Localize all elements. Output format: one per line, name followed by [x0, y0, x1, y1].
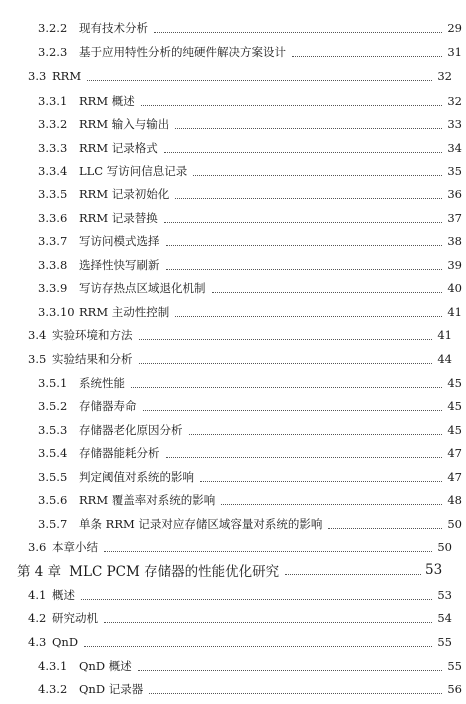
- page-number: 50: [447, 517, 462, 531]
- section-title: 研究动机: [52, 611, 98, 625]
- toc-entry: [0, 373, 466, 393]
- page-number: 35: [447, 164, 462, 178]
- section-title: 选择性快写刷新: [79, 258, 160, 272]
- dot-leader: [104, 622, 432, 623]
- dot-leader: [141, 105, 442, 106]
- section-title: RRM 输入与输出: [79, 117, 170, 131]
- page-number: 39: [447, 258, 462, 272]
- toc-entry: [0, 42, 466, 62]
- toc-entry: [0, 138, 466, 158]
- section-number: 3.3.8: [38, 258, 68, 272]
- toc-entry: [0, 184, 466, 204]
- section-title: RRM 概述: [79, 94, 135, 108]
- section-title: QnD 概述: [79, 659, 132, 673]
- page-number: 47: [447, 470, 462, 484]
- dot-leader: [131, 387, 442, 388]
- section-number: 3.5.2: [38, 399, 68, 413]
- dot-leader: [143, 410, 443, 411]
- section-title: RRM 覆盖率对系统的影响: [79, 493, 216, 507]
- dot-leader: [138, 670, 442, 671]
- page-number: 31: [447, 45, 462, 59]
- section-number: 3.4: [28, 328, 47, 342]
- dot-leader: [189, 434, 443, 435]
- section-title: 写访存热点区域退化机制: [79, 281, 206, 295]
- section-title: 现有技术分析: [79, 21, 148, 35]
- section-title: 概述: [52, 588, 75, 602]
- toc-entry: [0, 278, 466, 298]
- dot-leader: [328, 528, 442, 529]
- dot-leader: [164, 152, 442, 153]
- section-title: 实验环境和方法: [52, 328, 133, 342]
- section-title: RRM 记录替换: [79, 211, 158, 225]
- section-number: 3.5.6: [38, 493, 68, 507]
- section-number: 3.5: [28, 352, 47, 366]
- toc-entry: [0, 231, 466, 251]
- toc-entry: [0, 467, 466, 487]
- section-number: 4.3.1: [38, 659, 68, 673]
- dot-leader: [149, 693, 442, 694]
- toc-entry: [0, 255, 466, 275]
- page-number: 36: [447, 187, 462, 201]
- section-title: 基于应用特性分析的纯硬件解决方案设计: [79, 45, 286, 59]
- toc-entry: [0, 679, 466, 699]
- dot-leader: [285, 574, 421, 575]
- section-number: 3.2.2: [38, 21, 68, 35]
- section-number: 3.3.3: [38, 141, 68, 155]
- section-number: 3.3.7: [38, 234, 68, 248]
- chapter-title: MLC PCM 存储器的性能优化研究: [69, 564, 280, 580]
- dot-leader: [175, 316, 442, 317]
- section-title: RRM 记录格式: [79, 141, 158, 155]
- page-number: 55: [437, 635, 452, 649]
- section-title: QnD 记录器: [79, 682, 144, 696]
- toc-entry: [0, 420, 466, 440]
- dot-leader: [175, 198, 442, 199]
- section-title: 实验结果和分析: [52, 352, 133, 366]
- page-number: 37: [447, 211, 462, 225]
- page-number: 45: [447, 399, 462, 413]
- dot-leader: [139, 339, 433, 340]
- section-title: 判定阈值对系统的影响: [79, 470, 194, 484]
- section-number: 3.6: [28, 540, 47, 554]
- section-number: 3.5.7: [38, 517, 68, 531]
- page-number: 47: [447, 446, 462, 460]
- section-number: 4.3: [28, 635, 47, 649]
- section-title: 本章小结: [52, 540, 98, 554]
- section-title: LLC 写访问信息记录: [79, 164, 188, 178]
- toc-entry: [0, 443, 466, 463]
- page-number: 33: [447, 117, 462, 131]
- section-number: 4.2: [28, 611, 47, 625]
- section-number: 3.3.10: [38, 305, 75, 319]
- dot-leader: [193, 175, 442, 176]
- dot-leader: [81, 599, 432, 600]
- toc-entry: [0, 608, 466, 628]
- toc-entry: [0, 91, 466, 111]
- dot-leader: [166, 457, 443, 458]
- section-title: QnD: [52, 635, 79, 649]
- chapter-number: 第 4 章: [17, 564, 62, 580]
- page-number: 48: [447, 493, 462, 507]
- page-number: 45: [447, 376, 462, 390]
- page-number: 38: [447, 234, 462, 248]
- page-number: 32: [437, 69, 452, 83]
- section-title: 存储器老化原因分析: [79, 423, 183, 437]
- toc-entry: [0, 18, 466, 38]
- toc-entry: [0, 490, 466, 510]
- dot-leader: [166, 245, 443, 246]
- dot-leader: [87, 80, 432, 81]
- toc-entry: [0, 537, 466, 557]
- page-number: 54: [437, 611, 452, 625]
- section-number: 4.1: [28, 588, 47, 602]
- dot-leader: [175, 128, 442, 129]
- page-number: 45: [447, 423, 462, 437]
- section-title: 单条 RRM 记录对应存储区域容量对系统的影响: [79, 517, 323, 531]
- toc-entry: [0, 114, 466, 134]
- toc-entry: [0, 632, 466, 652]
- dot-leader: [212, 292, 443, 293]
- page-number: 56: [447, 682, 462, 696]
- section-number: 3.3.1: [38, 94, 68, 108]
- dot-leader: [84, 646, 432, 647]
- section-number: 3.3.4: [38, 164, 68, 178]
- section-number: 3.3.5: [38, 187, 68, 201]
- section-title: 写访问模式选择: [79, 234, 160, 248]
- section-title: RRM: [52, 69, 82, 83]
- dot-leader: [164, 222, 442, 223]
- dot-leader: [166, 269, 443, 270]
- section-number: 3.5.1: [38, 376, 68, 390]
- toc-chapter-entry: [0, 560, 466, 580]
- section-number: 3.5.3: [38, 423, 68, 437]
- dot-leader: [221, 504, 442, 505]
- section-number: 3.3.2: [38, 117, 68, 131]
- page-number: 55: [447, 659, 462, 673]
- toc-entry: [0, 396, 466, 416]
- section-title: 系统性能: [79, 376, 125, 390]
- section-number: 4.3.2: [38, 682, 68, 696]
- toc-entry: [0, 325, 466, 345]
- page-number: 50: [437, 540, 452, 554]
- page-number: 29: [447, 21, 462, 35]
- toc-entry: [0, 66, 466, 86]
- toc-entry: [0, 208, 466, 228]
- page-number: 53: [425, 562, 443, 578]
- toc-entry: [0, 585, 466, 605]
- section-number: 3.3.9: [38, 281, 68, 295]
- page-number: 41: [447, 305, 462, 319]
- toc-entry: [0, 161, 466, 181]
- dot-leader: [139, 363, 433, 364]
- page-number: 44: [437, 352, 452, 366]
- toc-entry: [0, 656, 466, 676]
- dot-leader: [292, 56, 442, 57]
- page-number: 32: [447, 94, 462, 108]
- section-title: RRM 记录初始化: [79, 187, 170, 201]
- page-number: 40: [447, 281, 462, 295]
- dot-leader: [104, 551, 432, 552]
- page-number: 53: [437, 588, 452, 602]
- toc-entry: [0, 514, 466, 534]
- section-number: 3.5.5: [38, 470, 68, 484]
- section-number: 3.3: [28, 69, 47, 83]
- page-number: 34: [447, 141, 462, 155]
- toc-entry: [0, 349, 466, 369]
- section-number: 3.5.4: [38, 446, 68, 460]
- section-title: 存储器寿命: [79, 399, 137, 413]
- section-number: 3.2.3: [38, 45, 68, 59]
- dot-leader: [154, 32, 442, 33]
- section-number: 3.3.6: [38, 211, 68, 225]
- page-number: 41: [437, 328, 452, 342]
- dot-leader: [200, 481, 442, 482]
- toc-entry: [0, 302, 466, 322]
- section-title: 存储器能耗分析: [79, 446, 160, 460]
- section-title: RRM 主动性控制: [79, 305, 170, 319]
